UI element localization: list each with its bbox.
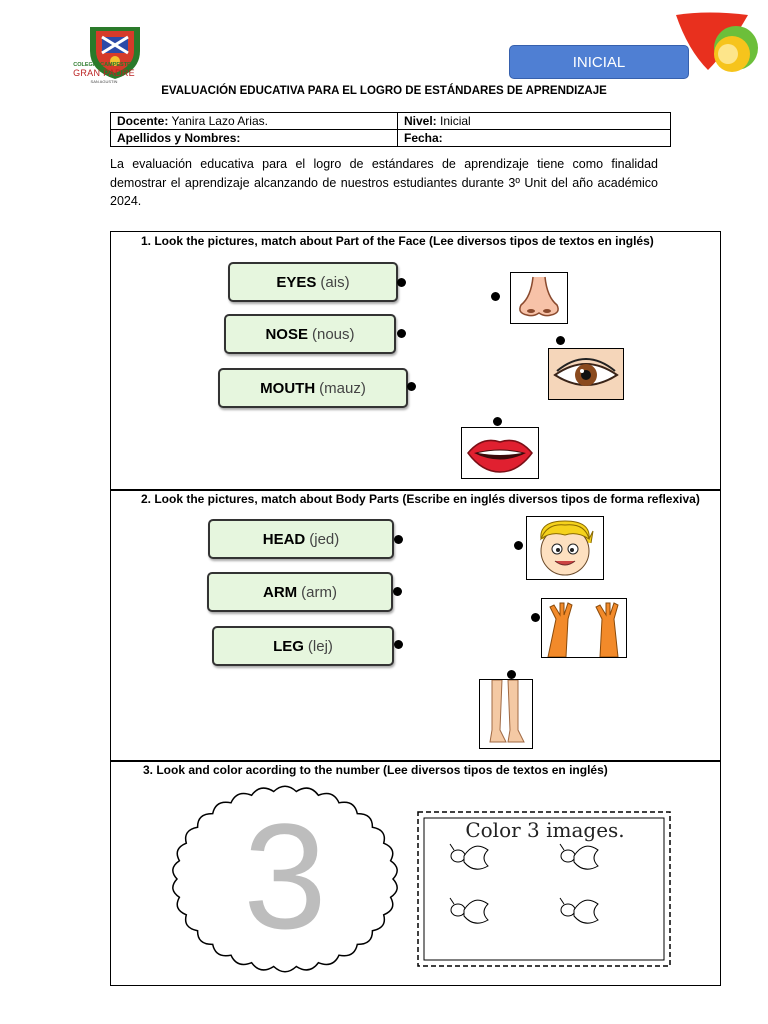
match-dot-leg[interactable] xyxy=(394,640,403,649)
match-dot-legs-picture[interactable] xyxy=(507,670,516,679)
pron-mouth: (mauz) xyxy=(319,379,366,397)
word-card-mouth[interactable] xyxy=(218,368,408,408)
pron-nose: (nous) xyxy=(311,325,355,343)
word-arm: ARM xyxy=(263,583,298,601)
legs-picture xyxy=(479,679,533,749)
word-card-arm[interactable] xyxy=(207,572,393,612)
match-dot-eyes[interactable] xyxy=(397,278,406,287)
arms-picture xyxy=(541,598,627,658)
match-dot-nose-picture[interactable] xyxy=(491,292,500,301)
nose-picture xyxy=(510,272,568,324)
eye-picture xyxy=(548,348,624,400)
docente-value: Yanira Lazo Arias. xyxy=(171,114,268,128)
match-dot-nose[interactable] xyxy=(397,329,406,338)
head-picture xyxy=(526,516,604,580)
intro-paragraph: La evaluación educativa para el logro de estándares de aprendizaje tiene como finalidad demostrar el aprendizaje alcanzando de nuestros estudiantes durante 3º Unit del año académico 2024. xyxy=(110,157,658,208)
pron-leg: (lej) xyxy=(307,637,333,655)
word-leg: LEG xyxy=(273,637,304,655)
nivel-value: Inicial xyxy=(440,114,471,128)
docente-label: Docente: xyxy=(117,114,169,128)
match-dot-head-picture[interactable] xyxy=(514,541,523,550)
word-head: HEAD xyxy=(262,530,306,548)
pron-head: (jed) xyxy=(309,530,340,548)
word-eyes: EYES xyxy=(276,273,317,291)
color-caption: Color 3 images. xyxy=(465,818,625,842)
section-1-box xyxy=(110,231,721,491)
logo-school-text: COLEGIO CAMPESTRE xyxy=(73,62,135,68)
match-dot-eye-picture[interactable] xyxy=(556,336,565,345)
logo-place-text: SAN AGUSTIN xyxy=(90,79,118,84)
word-card-nose[interactable] xyxy=(224,314,396,354)
level-button[interactable]: INICIAL xyxy=(509,45,689,79)
match-dot-arm[interactable] xyxy=(393,587,402,596)
section-1-title: 1. Look the pictures, match about Part of the Face (Lee diversos tipos de textos en inglés) xyxy=(141,234,654,248)
word-card-head[interactable] xyxy=(208,519,394,559)
match-dot-mouth[interactable] xyxy=(407,382,416,391)
match-dot-head[interactable] xyxy=(394,535,403,544)
word-card-leg[interactable] xyxy=(212,626,394,666)
mouth-picture xyxy=(461,427,539,479)
section-2-box xyxy=(110,489,721,762)
section-2-title: 2. Look the pictures, match about Body Parts (Escribe en inglés diversos tipos de forma reflexiva) xyxy=(141,492,700,506)
fecha-label: Fecha: xyxy=(404,131,443,145)
nombres-label: Apellidos y Nombres: xyxy=(117,131,241,145)
number-3: 3 xyxy=(243,792,327,960)
section-3-title: 3. Look and color acording to the number (Lee diversos tipos de textos en inglés) xyxy=(143,763,608,777)
word-nose: NOSE xyxy=(265,325,308,343)
document-title: EVALUACIÓN EDUCATIVA PARA EL LOGRO DE ESTÁNDARES DE APRENDIZAJE xyxy=(161,85,607,97)
word-card-eyes[interactable] xyxy=(228,262,398,302)
logo-brand-text: GRAN PADRE xyxy=(73,68,135,78)
word-mouth: MOUTH xyxy=(260,379,316,397)
info-table xyxy=(110,112,671,147)
match-dot-mouth-picture[interactable] xyxy=(493,417,502,426)
pron-arm: (arm) xyxy=(301,583,337,601)
match-dot-arms-picture[interactable] xyxy=(531,613,540,622)
pron-eyes: (ais) xyxy=(320,273,350,291)
nivel-label: Nivel: xyxy=(404,114,437,128)
